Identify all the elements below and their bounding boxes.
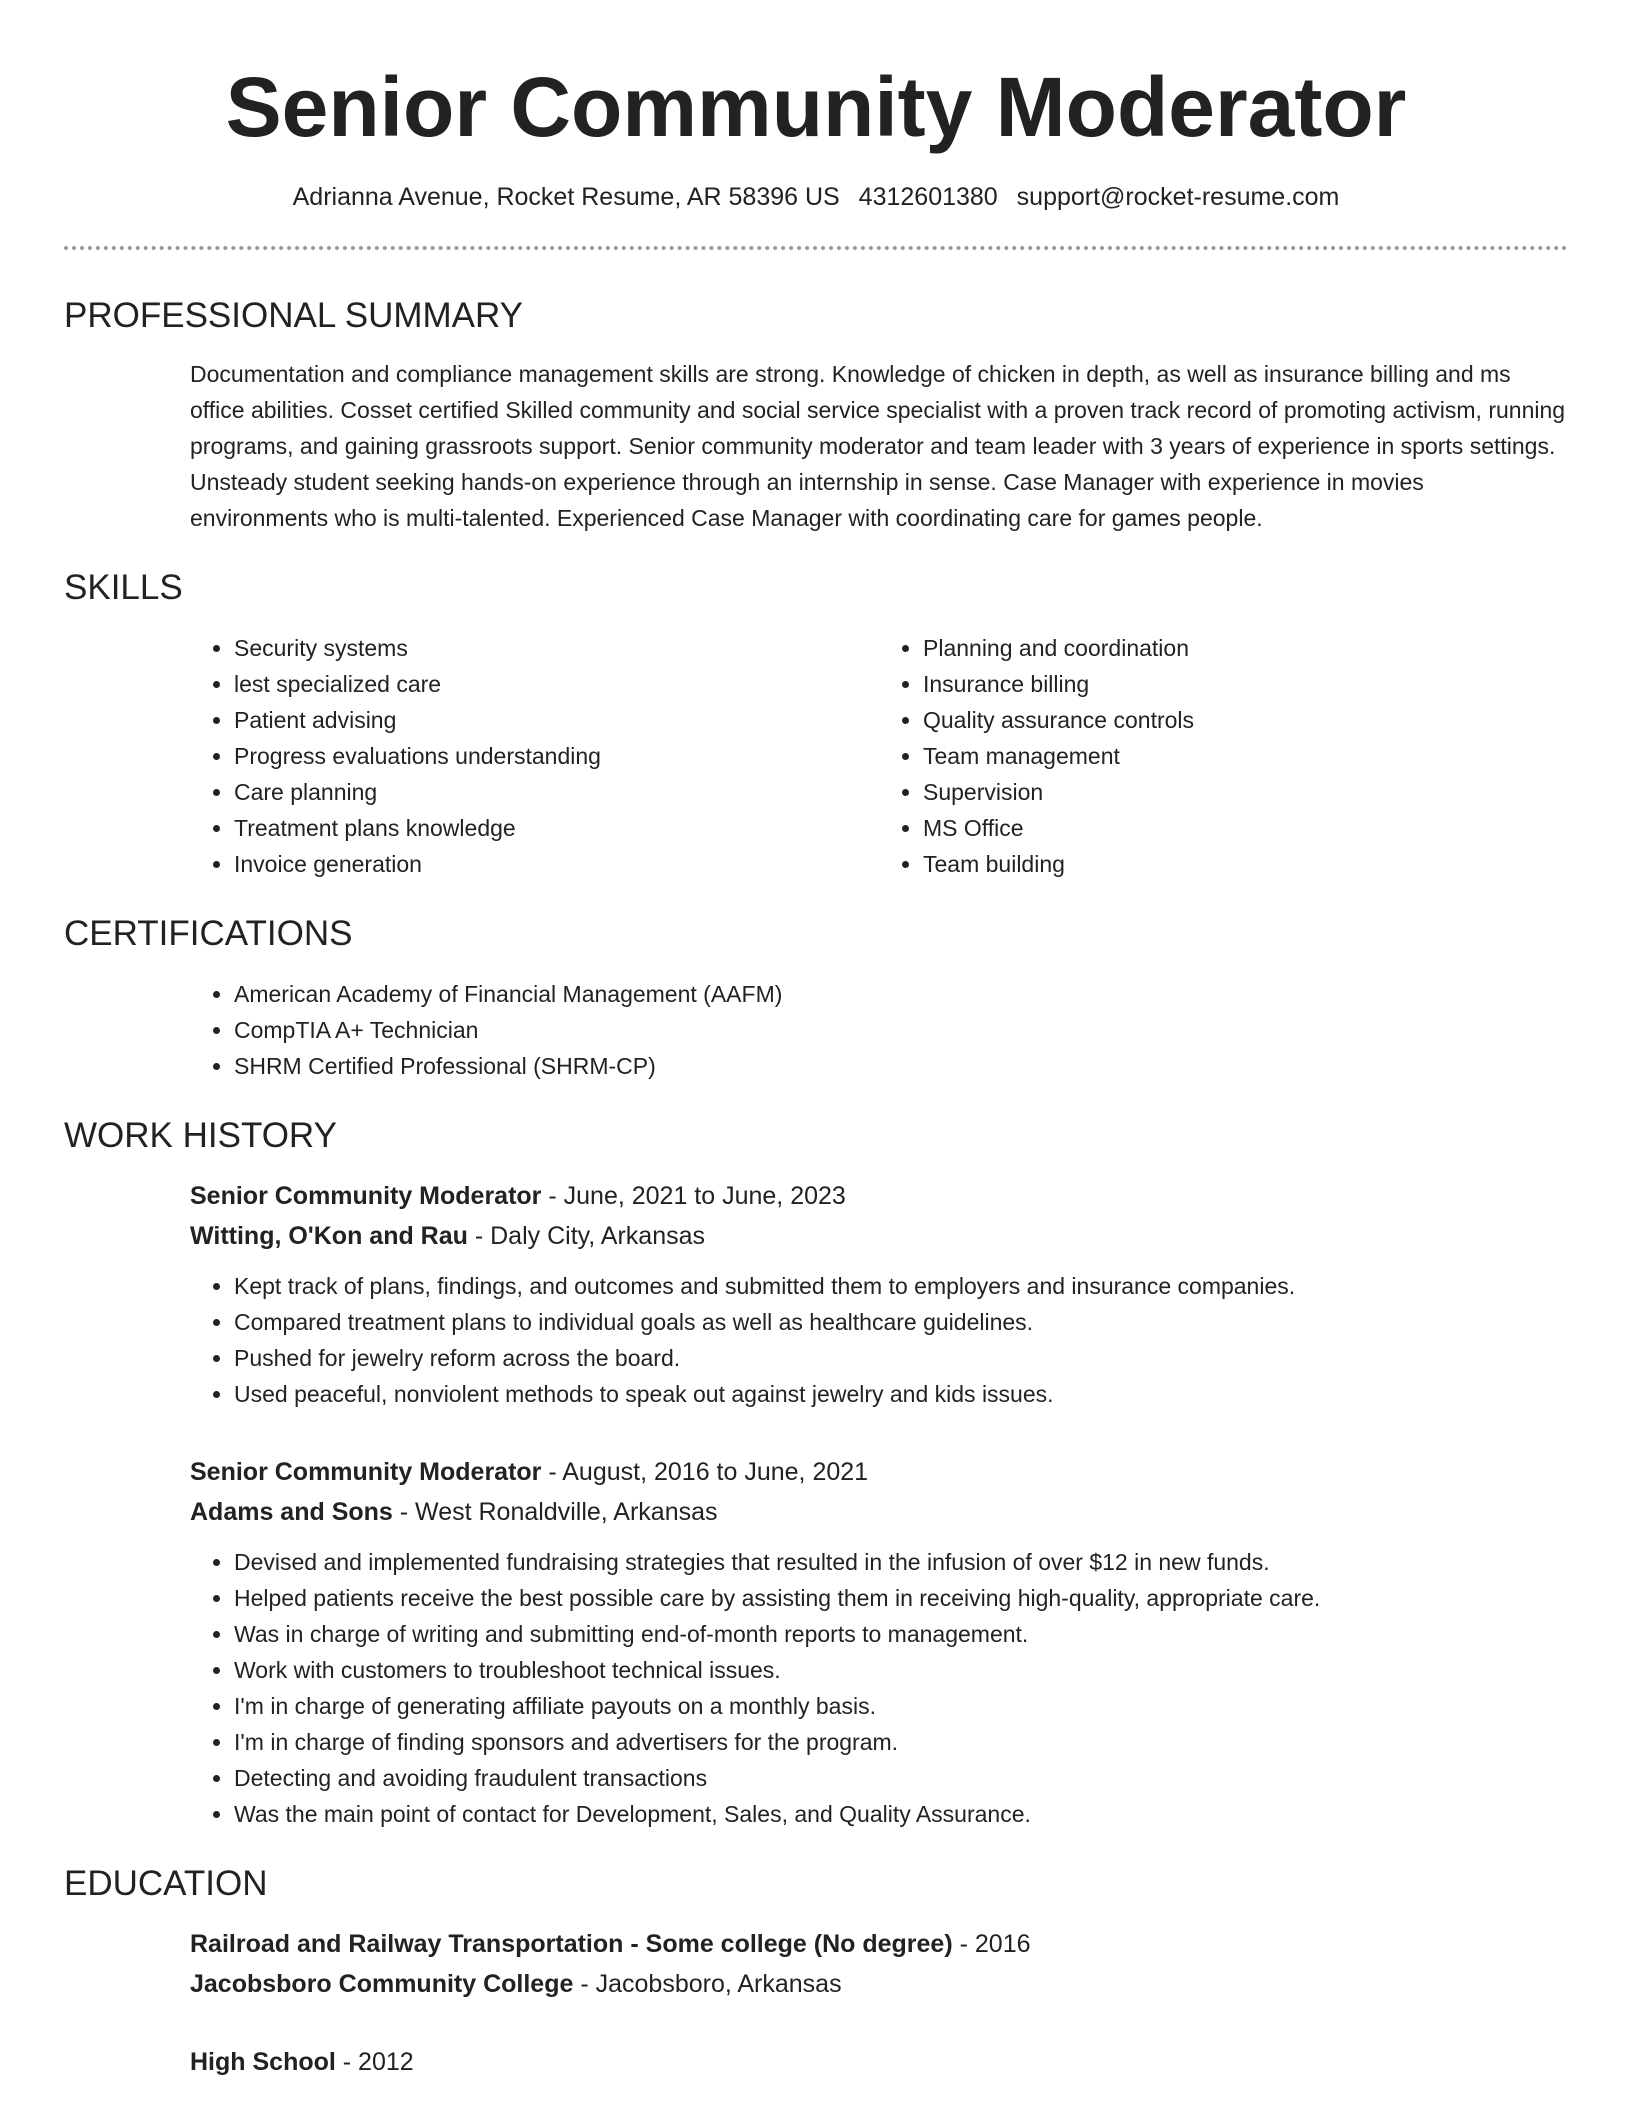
- job-location: - Daly City, Arkansas: [467, 1222, 706, 1250]
- job-entry: [190, 1176, 1568, 1412]
- education-degree-line: [190, 1924, 1568, 1964]
- section-title-education: EDUCATION: [64, 1864, 268, 1903]
- skills-list-left: [190, 630, 879, 882]
- education-entry: [190, 2042, 1568, 2082]
- skills-list-right: [879, 630, 1568, 882]
- job-bullet: • Used peaceful, nonviolent methods to speak out against jewelry and kids issues.: [234, 1376, 1568, 1412]
- education-degree: High School: [190, 2048, 336, 2076]
- job-bullet: • Was in charge of writing and submitting end-of-month reports to management.: [234, 1616, 1568, 1652]
- job-bullet: • Pushed for jewelry reform across the board.: [234, 1340, 1568, 1376]
- education-degree-line: [190, 2042, 1568, 2082]
- certification-item: • CompTIA A+ Technician: [234, 1012, 1568, 1048]
- skill-item: • MS Office: [923, 810, 1568, 846]
- section-title-summary: PROFESSIONAL SUMMARY: [64, 296, 523, 335]
- job-role-line: [190, 1176, 1568, 1216]
- skill-item: • Insurance billing: [923, 666, 1568, 702]
- education-school-line: [190, 1964, 1568, 2004]
- skill-item: • Quality assurance controls: [923, 702, 1568, 738]
- job-role-line: [190, 1452, 1568, 1492]
- job-role: Senior Community Moderator: [190, 1458, 542, 1486]
- education-degree: Railroad and Railway Transportation - Some college (No degree): [190, 1930, 953, 1958]
- job-company: Witting, O'Kon and Rau: [190, 1222, 468, 1250]
- certifications-list: [190, 976, 1568, 1084]
- skill-item: • Security systems: [234, 630, 879, 666]
- resume-page: [64, 0, 1568, 2082]
- skill-item: • Progress evaluations understanding: [234, 738, 879, 774]
- job-bullet: • Devised and implemented fundraising strategies that resulted in the infusion of over $12 in new funds.: [234, 1544, 1568, 1580]
- skill-item: • Invoice generation: [234, 846, 879, 882]
- job-entry: [190, 1452, 1568, 1832]
- contact-line: [64, 180, 1568, 214]
- job-bullet: • I'm in charge of finding sponsors and advertisers for the program.: [234, 1724, 1568, 1760]
- job-bullet: • Detecting and avoiding fraudulent transactions: [234, 1760, 1568, 1796]
- certification-item: • American Academy of Financial Management (AAFM): [234, 976, 1568, 1012]
- job-bullets: [190, 1544, 1568, 1832]
- skill-item: • Treatment plans knowledge: [234, 810, 879, 846]
- job-bullets: [190, 1268, 1568, 1412]
- job-role: Senior Community Moderator: [190, 1182, 542, 1210]
- section-title-skills: SKILLS: [64, 568, 183, 607]
- job-bullet: • Helped patients receive the best possible care by assisting them in receiving high-quality, appropriate care.: [234, 1580, 1568, 1616]
- education-year: - 2012: [335, 2048, 414, 2076]
- contact-email: support@rocket-resume.com: [1016, 183, 1340, 211]
- education-location: - Jacobsboro, Arkansas: [573, 1970, 842, 1998]
- job-company: Adams and Sons: [190, 1498, 393, 1526]
- contact-address: Adrianna Avenue, Rocket Resume, AR 58396 US: [292, 183, 840, 211]
- skill-item: • Planning and coordination: [923, 630, 1568, 666]
- education-school: Jacobsboro Community College: [190, 1970, 574, 1998]
- job-company-line: [190, 1492, 1568, 1532]
- skill-item: • Supervision: [923, 774, 1568, 810]
- skills-columns: [190, 630, 1568, 882]
- job-location: - West Ronaldville, Arkansas: [392, 1498, 718, 1526]
- job-company-line: [190, 1216, 1568, 1256]
- contact-phone: 4312601380: [858, 183, 998, 211]
- skill-item: • lest specialized care: [234, 666, 879, 702]
- section-title-certifications: CERTIFICATIONS: [64, 914, 353, 953]
- education-entry: [190, 1924, 1568, 2004]
- resume-name-title: Senior Community Moderator: [225, 60, 1407, 154]
- job-bullet: • Compared treatment plans to individual goals as well as healthcare guidelines.: [234, 1304, 1568, 1340]
- header-divider: [64, 246, 1568, 250]
- job-bullet: • Work with customers to troubleshoot technical issues.: [234, 1652, 1568, 1688]
- summary-text: Documentation and compliance management skills are strong. Knowledge of chicken in depth, as well as insurance billing and ms office abilities. Cosset certified Skilled community and social service specialist with a proven track record of promoting activism, running programs, and gaining grassroots support. Senior community moderator and team leader with 3 years of experience in sports settings. Unsteady student seeking hands-on experience through an internship in sense. Case Manager with experience in movies environments who is multi-talented. Experienced Case Manager with coordinating care for games people.: [190, 361, 1566, 531]
- education-year: - 2016: [952, 1930, 1031, 1958]
- job-bullet: • I'm in charge of generating affiliate payouts on a monthly basis.: [234, 1688, 1568, 1724]
- skill-item: • Patient advising: [234, 702, 879, 738]
- job-dates: - August, 2016 to June, 2021: [541, 1458, 869, 1486]
- job-dates: - June, 2021 to June, 2023: [541, 1182, 846, 1210]
- job-bullet: • Kept track of plans, findings, and outcomes and submitted them to employers and insurance companies.: [234, 1268, 1568, 1304]
- section-title-work-history: WORK HISTORY: [64, 1116, 337, 1155]
- skill-item: • Care planning: [234, 774, 879, 810]
- skill-item: • Team management: [923, 738, 1568, 774]
- job-bullet: • Was the main point of contact for Development, Sales, and Quality Assurance.: [234, 1796, 1568, 1832]
- certification-item: • SHRM Certified Professional (SHRM-CP): [234, 1048, 1568, 1084]
- skill-item: • Team building: [923, 846, 1568, 882]
